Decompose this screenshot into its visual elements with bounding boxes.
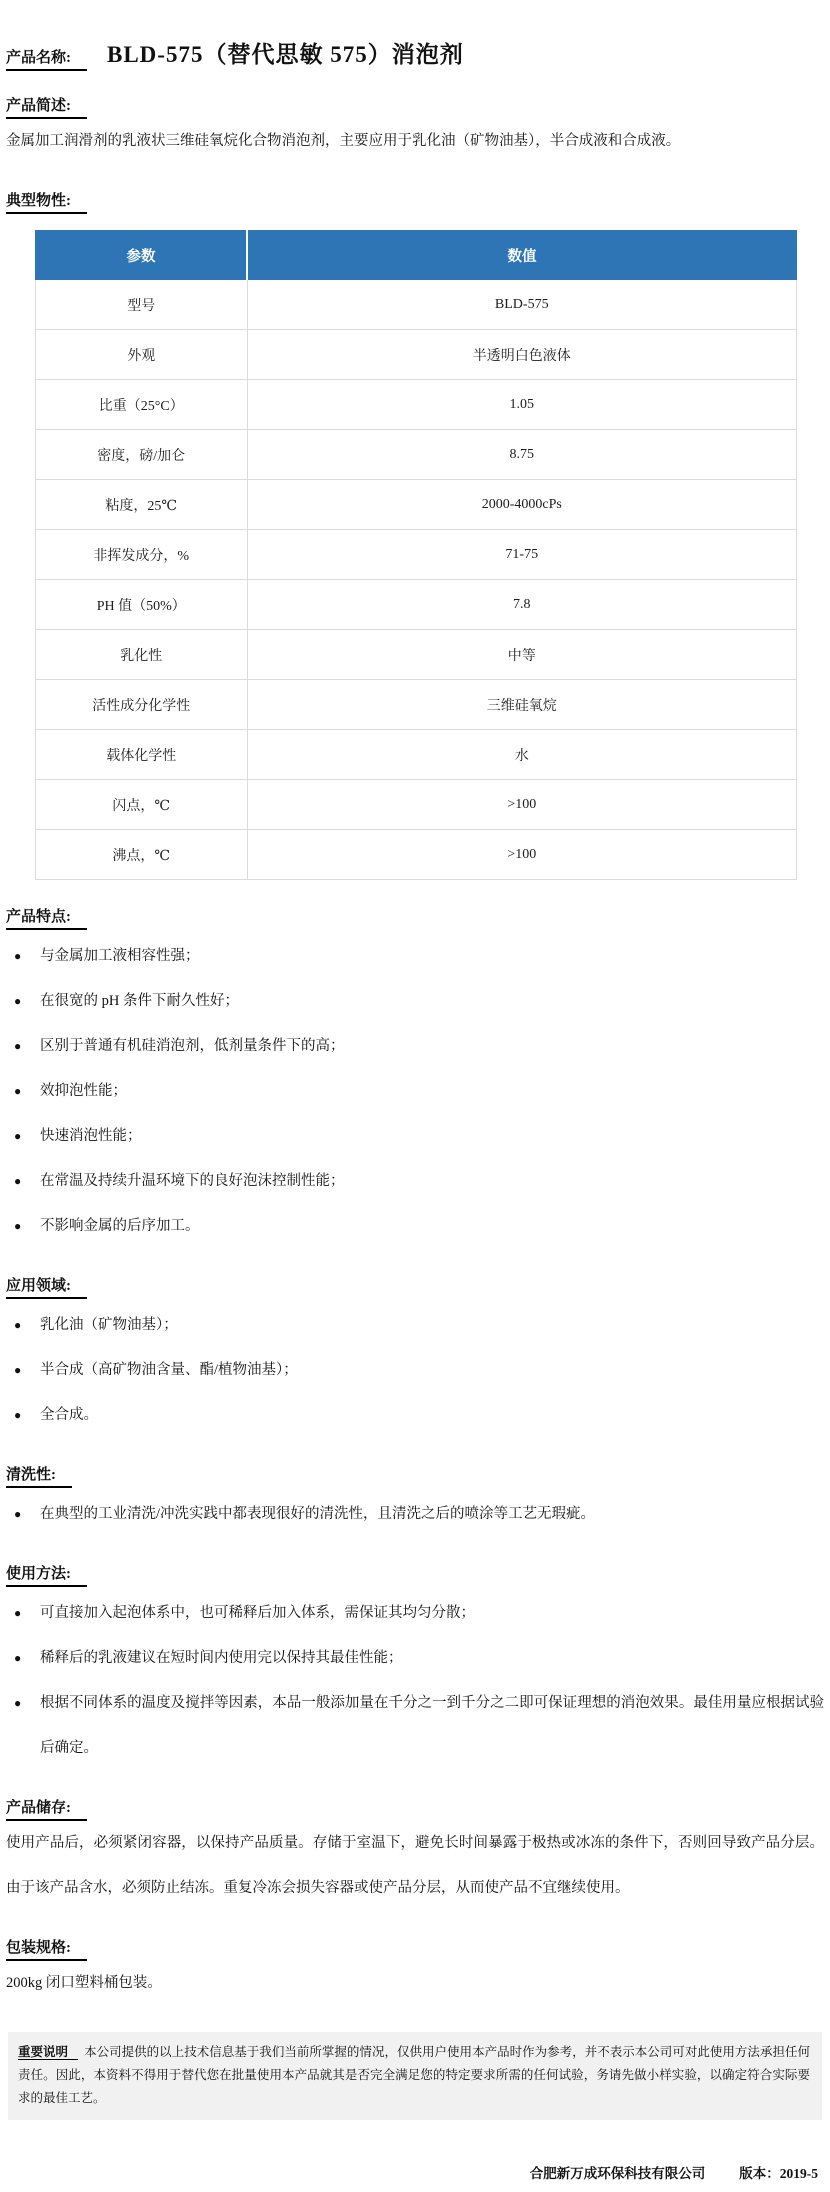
product-title: BLD-575（替代思敏 575）消泡剂 (107, 42, 464, 67)
list-item-text: 全合成。 (40, 1407, 98, 1423)
list-item-text: 可直接加入起泡体系中，也可稀释后加入体系，需保证其均匀分散； (40, 1605, 475, 1621)
section-overview (6, 94, 824, 164)
value-cell: 中等 (247, 630, 797, 680)
table-header-row (36, 231, 797, 280)
table-row (36, 280, 797, 330)
table-row (36, 780, 797, 830)
column-header-value: 数值 (247, 231, 797, 280)
list-item (6, 1204, 824, 1249)
table-row (36, 530, 797, 580)
parameter-cell: 载体化学性 (36, 730, 248, 780)
bullet-icon: ● (14, 1219, 22, 1233)
parameter-cell: 粘度，25℃ (36, 480, 248, 530)
company-name: 合肥新万成环保科技有限公司 (529, 2166, 706, 2181)
list-item-text: 在典型的工业清洗/冲洗实践中都表现很好的清洗性，且清洗之后的喷涂等工艺无瑕疵。 (40, 1506, 596, 1522)
table-row (36, 830, 797, 880)
table-row (36, 580, 797, 630)
overview-paragraph: 金属加工润滑剂的乳液状三维硅氧烷化合物消泡剂，主要应用于乳化油（矿物油基），半合成液和合成液。 (6, 133, 681, 149)
list-item-text: 在常温及持续升温环境下的良好泡沫控制性能； (40, 1173, 345, 1189)
parameter-cell: 非挥发成分，% (36, 530, 248, 580)
storage-paragraph: 使用产品后，必须紧闭容器，以保持产品质量。存储于室温下，避免长时间暴露于极热或冰冻的条件下，否则回导致产品分层。由于该产品含水，必须防止结冻。重复冷冻会损失容器或使产品分层，从而使产品不宜继续使用。 (6, 1835, 824, 1896)
cleaning-list (6, 1492, 824, 1537)
parameter-cell: PH 值（50%） (36, 580, 248, 630)
list-item-text: 不影响金属的后序加工。 (40, 1218, 200, 1234)
section-heading-usage: 使用方法: (6, 1562, 87, 1587)
list-item (6, 934, 824, 979)
bullet-icon: ● (14, 1606, 22, 1620)
list-item (6, 1069, 824, 1114)
bullet-icon: ● (14, 1696, 22, 1710)
product-name-label: 产品名称: (6, 50, 87, 71)
section-properties (6, 189, 824, 880)
bullet-icon: ● (14, 949, 22, 963)
features-list (6, 934, 824, 1249)
value-cell: 半透明白色液体 (247, 330, 797, 380)
bullet-icon: ● (14, 1084, 22, 1098)
list-item-text: 根据不同体系的温度及搅拌等因素，本品一般添加量在千分之一到千分之二即可保证理想的消泡效果。最佳用量应根据试验后确定。 (40, 1695, 824, 1756)
list-item-text: 快速消泡性能； (40, 1128, 142, 1144)
value-cell: BLD-575 (247, 280, 797, 330)
value-cell: >100 (247, 780, 797, 830)
table-row (36, 730, 797, 780)
list-item-text: 与金属加工液相容性强； (40, 948, 200, 964)
parameter-cell: 活性成分化学性 (36, 680, 248, 730)
list-item (6, 1303, 824, 1348)
document-footer (6, 2162, 824, 2182)
section-storage (6, 1796, 824, 1911)
packaging-paragraph: 200kg 闭口塑料桶包装。 (6, 1975, 162, 1991)
bullet-icon: ● (14, 1039, 22, 1053)
table-row (36, 630, 797, 680)
table-row (36, 330, 797, 380)
list-item (6, 1348, 824, 1393)
section-cleaning (6, 1463, 824, 1537)
table-row (36, 680, 797, 730)
section-heading-packaging: 包装规格: (6, 1936, 87, 1961)
document-title-row (6, 36, 824, 69)
value-cell: 7.8 (247, 580, 797, 630)
section-heading-cleaning: 清洗性: (6, 1463, 72, 1488)
list-item (6, 1024, 824, 1069)
table-row (36, 380, 797, 430)
value-cell: 水 (247, 730, 797, 780)
section-heading-properties: 典型物性: (6, 189, 87, 214)
section-heading-storage: 产品储存: (6, 1796, 87, 1821)
value-cell: 三维硅氧烷 (247, 680, 797, 730)
table-row (36, 480, 797, 530)
parameter-cell: 密度，磅/加仑 (36, 430, 248, 480)
table-row (36, 430, 797, 480)
properties-table (35, 230, 797, 880)
bullet-icon: ● (14, 1174, 22, 1188)
bullet-icon: ● (14, 1651, 22, 1665)
parameter-cell: 闪点，℃ (36, 780, 248, 830)
parameter-cell: 乳化性 (36, 630, 248, 680)
value-cell: >100 (247, 830, 797, 880)
list-item-text: 稀释后的乳液建议在短时间内使用完以保持其最佳性能； (40, 1650, 403, 1666)
list-item (6, 1636, 824, 1681)
version-label: 版本：2019-5 (739, 2166, 818, 2181)
bullet-icon: ● (14, 1507, 22, 1521)
usage-list (6, 1591, 824, 1771)
list-item (6, 1159, 824, 1204)
list-item (6, 1492, 824, 1537)
applications-list (6, 1303, 824, 1438)
bullet-icon: ● (14, 994, 22, 1008)
section-features (6, 905, 824, 1249)
parameter-cell: 外观 (36, 330, 248, 380)
parameter-cell: 型号 (36, 280, 248, 330)
list-item-text: 区别于普通有机硅消泡剂，低剂量条件下的高； (40, 1038, 345, 1054)
value-cell: 8.75 (247, 430, 797, 480)
list-item (6, 1591, 824, 1636)
bullet-icon: ● (14, 1318, 22, 1332)
list-item (6, 1393, 824, 1438)
list-item (6, 979, 824, 1024)
list-item (6, 1681, 824, 1771)
value-cell: 71-75 (247, 530, 797, 580)
list-item-text: 半合成（高矿物油含量、酯/植物油基）； (40, 1362, 298, 1378)
section-usage (6, 1562, 824, 1771)
section-applications (6, 1274, 824, 1438)
value-cell: 2000-4000cPs (247, 480, 797, 530)
parameter-cell: 沸点，℃ (36, 830, 248, 880)
important-notice-label: 重要说明 (18, 2045, 78, 2060)
section-heading-features: 产品特点: (6, 905, 87, 930)
list-item (6, 1114, 824, 1159)
bullet-icon: ● (14, 1363, 22, 1377)
section-heading-applications: 应用领域: (6, 1274, 87, 1299)
parameter-cell: 比重（25°C） (36, 380, 248, 430)
list-item-text: 乳化油（矿物油基）； (40, 1317, 178, 1333)
important-notice-text: 本公司提供的以上技术信息基于我们当前所掌握的情况，仅供用户使用本产品时作为参考，并不表示本公司可对此使用方法承担任何责任。因此，本资料不得用于替代您在批量使用本产品就其是否完全满足您的特定要求所需的任何试验，务请先做小样实验，以确定符合实际要求的最佳工艺。 (18, 2045, 810, 2105)
column-header-parameter: 参数 (36, 231, 248, 280)
value-cell: 1.05 (247, 380, 797, 430)
important-notice-box (8, 2032, 822, 2120)
section-heading-overview: 产品简述: (6, 94, 87, 119)
list-item-text: 效抑泡性能； (40, 1083, 127, 1099)
bullet-icon: ● (14, 1129, 22, 1143)
section-packaging (6, 1936, 824, 2006)
list-item-text: 在很宽的 pH 条件下耐久性好； (40, 993, 239, 1009)
bullet-icon: ● (14, 1408, 22, 1422)
